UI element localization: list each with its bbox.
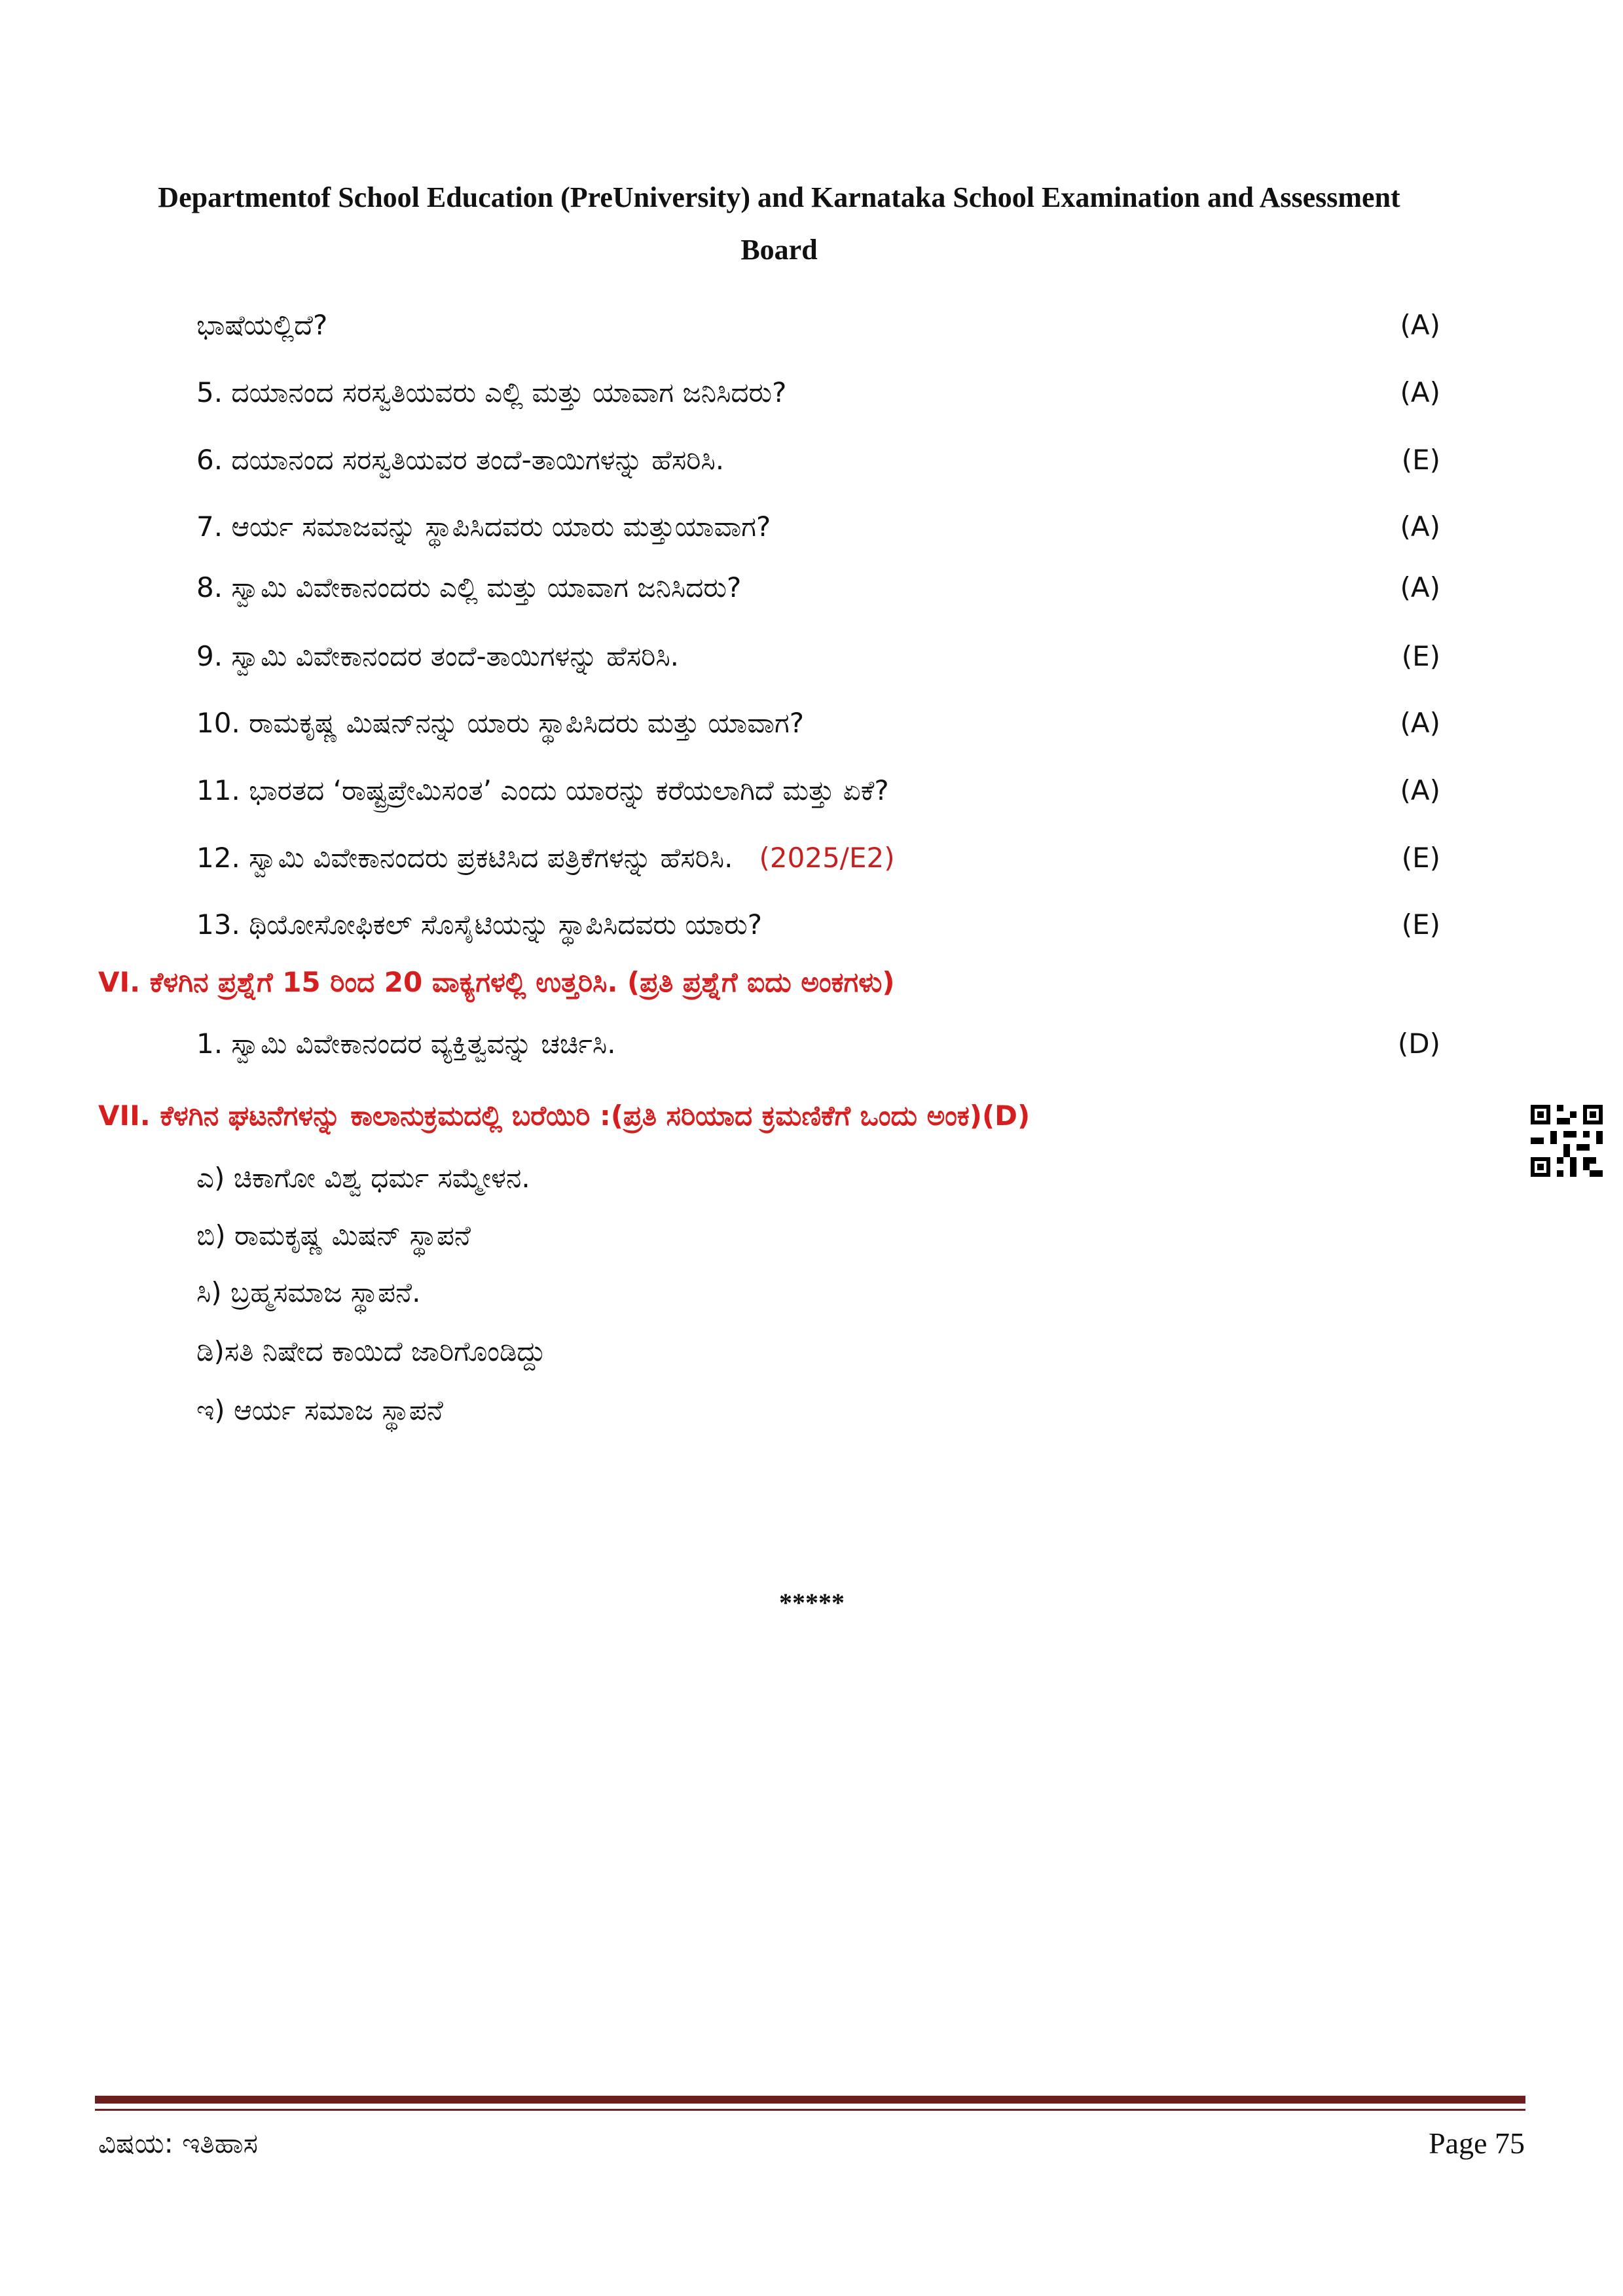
question-row: [196, 565, 1440, 611]
question-text: 10. ರಾಮಕೃಷ್ಣ ಮಿಷನ್‌ನನ್ನು ಯಾರು ಸ್ಥಾಪಿಸಿದರು ಮತ್ತು ಯಾವಾಗ?: [196, 707, 805, 739]
question-text: 6. ದಯಾನಂದ ಸರಸ್ವತಿಯವರ ತಂದೆ-ತಾಯಿಗಳನ್ನು ಹೆಸರಿಸಿ.: [196, 444, 725, 476]
question-row: [196, 634, 1440, 679]
question-level: (E): [1401, 908, 1440, 941]
question-text: 13. ಥಿಯೋಸೋಫಿಕಲ್ ಸೊಸೈಟಿಯನ್ನು ಸ್ಥಾಪಿಸಿದವರು ಯಾರು?: [196, 908, 763, 941]
footer-divider-thin: [95, 2109, 1525, 2111]
question-text: 11. ಭಾರತದ ‘ರಾಷ್ಟ್ರಪ್ರೇಮಿಸಂತ’ ಎಂದು ಯಾರನ್ನು ಕರೆಯಲಾಗಿದೆ ಮತ್ತು ಏಕೆ?: [196, 774, 889, 806]
question-row: [196, 504, 1440, 550]
header-line-1: Departmentof School Education (PreUniversity) and Karnataka School Examination and Assessment: [158, 181, 1400, 213]
question-level: (E): [1401, 842, 1440, 874]
event-item: ಸಿ) ಬ್ರಹ್ಮಸಮಾಜ ಸ್ಥಾಪನೆ.: [196, 1276, 421, 1308]
question-text: 5. ದಯಾನಂದ ಸರಸ್ವತಿಯವರು ಎಲ್ಲಿ ಮತ್ತು ಯಾವಾಗ ಜನಿಸಿದರು?: [196, 376, 787, 408]
question-level: (E): [1401, 444, 1440, 476]
question-level: (E): [1401, 640, 1440, 672]
event-item: ಎ) ಚಿಕಾಗೋ ವಿಶ್ವ ಧರ್ಮ ಸಮ್ಮೇಳನ.: [196, 1162, 530, 1194]
question-row: [196, 902, 1440, 948]
footer-divider: [95, 2096, 1525, 2104]
event-item: ಬಿ) ರಾಮಕೃಷ್ಣ ಮಿಷನ್ ಸ್ಥಾಪನೆ: [196, 1219, 471, 1251]
question-row: [196, 370, 1440, 416]
question-level: (A): [1400, 309, 1440, 341]
question-row: [196, 1021, 1440, 1067]
event-item: ಡಿ)ಸತಿ ನಿಷೇದ ಕಾಯಿದೆ ಜಾರಿಗೊಂಡಿದ್ದು: [196, 1335, 546, 1367]
page-number: Page 75: [1429, 2126, 1525, 2160]
question-row: [196, 700, 1440, 746]
document-header: [98, 171, 1460, 276]
footer-subject: ವಿಷಯ: ಇತಿಹಾಸ: [98, 2127, 258, 2159]
end-marker: *****: [779, 1588, 845, 1617]
question-level: (A): [1400, 774, 1440, 806]
question-text-body: 12. ಸ್ವಾಮಿ ವಿವೇಕಾನಂದರು ಪ್ರಕಟಿಸಿದ ಪತ್ರಿಕೆಗಳನ್ನು ಹೆಸರಿಸಿ.: [196, 842, 733, 874]
question-text: ಭಾಷೆಯಲ್ಲಿದೆ?: [196, 309, 328, 341]
question-level: (A): [1400, 571, 1440, 603]
previous-year-badge: (2025/E2): [759, 842, 895, 874]
question-level: (D): [1397, 1028, 1440, 1060]
qr-code-icon: [1531, 1105, 1603, 1177]
question-row: [196, 437, 1440, 483]
question-text: 8. ಸ್ವಾಮಿ ವಿವೇಕಾನಂದರು ಎಲ್ಲಿ ಮತ್ತು ಯಾವಾಗ ಜನಿಸಿದರು?: [196, 571, 742, 603]
question-text: [196, 835, 895, 881]
question-text: 7. ಆರ್ಯ ಸಮಾಜವನ್ನು ಸ್ಥಾಪಿಸಿದವರು ಯಾರು ಮತ್ತುಯಾವಾಗ?: [196, 511, 771, 543]
question-level: (A): [1400, 376, 1440, 408]
event-item: ಇ) ಆರ್ಯ ಸಮಾಜ ಸ್ಥಾಪನೆ: [196, 1394, 443, 1426]
question-text: 9. ಸ್ವಾಮಿ ವಿವೇಕಾನಂದರ ತಂದೆ-ತಾಯಿಗಳನ್ನು ಹೆಸರಿಸಿ.: [196, 640, 679, 672]
question-level: (A): [1400, 511, 1440, 543]
section-vii-heading: VII. ಕೆಳಗಿನ ಘಟನೆಗಳನ್ನು ಕಾಲಾನುಕ್ರಮದಲ್ಲಿ ಬರೆಯಿರಿ :(ಪ್ರತಿ ಸರಿಯಾದ ಕ್ರಮಣಿಕೆಗೆ ಒಂದು ಅಂಕ)(D): [98, 1100, 1030, 1132]
question-row: [196, 302, 1440, 348]
question-text: 1. ಸ್ವಾಮಿ ವಿವೇಕಾನಂದರ ವ್ಯಕ್ತಿತ್ವವನ್ನು ಚರ್ಚಿಸಿ.: [196, 1028, 616, 1060]
question-row: [196, 835, 1440, 881]
section-vi-heading: VI. ಕೆಳಗಿನ ಪ್ರಶ್ನೆಗೆ 15 ರಿಂದ 20 ವಾಕ್ಯಗಳಲ್ಲಿ ಉತ್ತರಿಸಿ. (ಪ್ರತಿ ಪ್ರಶ್ನೆಗೆ ಐದು ಅಂಕಗಳು): [98, 966, 895, 998]
question-row: [196, 768, 1440, 814]
header-line-2: Board: [740, 234, 818, 266]
question-level: (A): [1400, 707, 1440, 739]
